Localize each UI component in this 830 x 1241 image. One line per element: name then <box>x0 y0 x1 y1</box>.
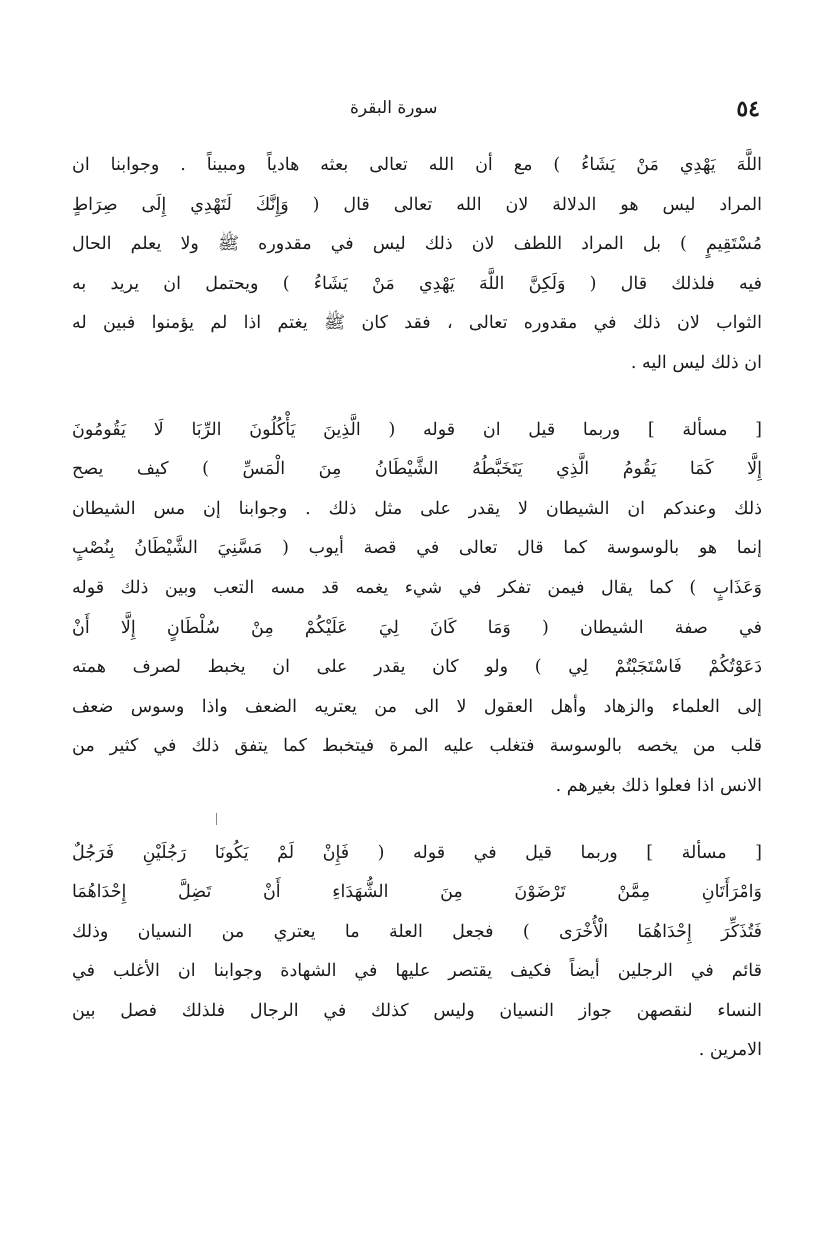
running-title: سورة البقرة <box>350 98 438 118</box>
page-header <box>0 96 830 126</box>
page-number: ٥٤ <box>736 96 760 122</box>
text-line: وَامْرَأَتَانِ مِمَّنْ تَرْضَوْنَ مِنَ الشُّهَدَاءِ أَنْ تَضِلَّ إِحْدَاهُمَا <box>72 882 762 903</box>
text-line: النساء لنقصهن جواز النسيان وليس كذلك في الرجال فلذلك فصل بين <box>72 1000 762 1021</box>
text-line: المراد ليس هو الدلالة لان الله تعالى قال ( وَإِنَّكَ لَتَهْدِي إِلَى صِرَاطٍ <box>72 194 762 215</box>
text-line: [ مسألة ] وربما قيل في قوله ( فَإِنْ لَمْ يَكُونَا رَجُلَيْنِ فَرَجُلٌ <box>72 842 762 863</box>
text-line: مُسْتَقِيمٍ ) بل المراد اللطف لان ذلك ليس في مقدوره ﷺ ولا يعلم الحال <box>72 234 762 255</box>
text-line: إِلَّا كَمَا يَقُومُ الَّذِي يَتَخَبَّطُهُ الشَّيْطَانُ مِنَ الْمَسِّ ) كيف يصح <box>72 459 762 480</box>
text-line: إنما هو بالوسوسة كما قال تعالى في قصة أيوب ( مَسَّنِيَ الشَّيْطَانُ بِنُصْبٍ <box>72 538 762 559</box>
paragraph-2 <box>72 411 762 807</box>
text-line: اللَّهَ يَهْدِي مَنْ يَشَاءُ ) مع أن الله تعالى بعثه هادياً ومبيناً . وجوابنا ان <box>72 155 762 175</box>
text-line: إلى العلماء والزهاد وأهل العقول لا الى من يعتريه الضعف واذا وسوس ضعف <box>72 696 762 717</box>
scan-speck <box>216 813 217 825</box>
page-body <box>72 146 762 1098</box>
paragraph-3 <box>72 834 762 1072</box>
text-line: ان ذلك ليس اليه . <box>630 352 762 373</box>
text-line: وَعَذَابٍ ) كما يقال فيمن تفكر في شيء يغمه قد مسه التعب وبين ذلك قوله <box>72 577 762 598</box>
text-line: قائم في الرجلين أيضاً فكيف يقتصر عليها في الشهادة وجوابنا ان الأغلب في <box>72 961 762 982</box>
text-line: [ مسألة ] وربما قيل ان قوله ( الَّذِينَ يَأْكُلُونَ الرِّبَا لَا يَقُومُونَ <box>72 419 762 440</box>
text-line: الثواب لان ذلك في مقدوره تعالى ، فقد كان ﷺ يغتم اذا لم يؤمنوا فبين له <box>72 313 762 334</box>
text-line: فيه فلذلك قال ( وَلَكِنَّ اللَّهَ يَهْدِي مَنْ يَشَاءُ ) ويحتمل ان يريد به <box>72 273 762 294</box>
paragraph-1 <box>72 146 762 384</box>
text-line: فَتُذَكِّرَ إِحْدَاهُمَا الْأُخْرَى ) فجعل العلة ما يعتري من النسيان وذلك <box>72 921 762 942</box>
text-line: الامرين . <box>698 1040 762 1061</box>
text-line: قلب من يخصه بالوسوسة فتغلب عليه المرة فيتخبط كما يتفق ذلك في كثير من <box>72 736 762 757</box>
text-line: في صفة الشيطان ( وَمَا كَانَ لِيَ عَلَيْكُمْ مِنْ سُلْطَانٍ إِلَّا أَنْ <box>72 617 762 638</box>
text-line: دَعَوْتُكُمْ فَاسْتَجَبْتُمْ لِي ) ولو كان يقدر على ان يخبط لصرف همته <box>72 657 762 678</box>
text-line: ذلك وعندكم ان الشيطان لا يقدر على مثل ذلك . وجوابنا إن مس الشيطان <box>72 498 762 519</box>
text-line: الانس اذا فعلوا ذلك بغيرهم . <box>555 775 762 796</box>
